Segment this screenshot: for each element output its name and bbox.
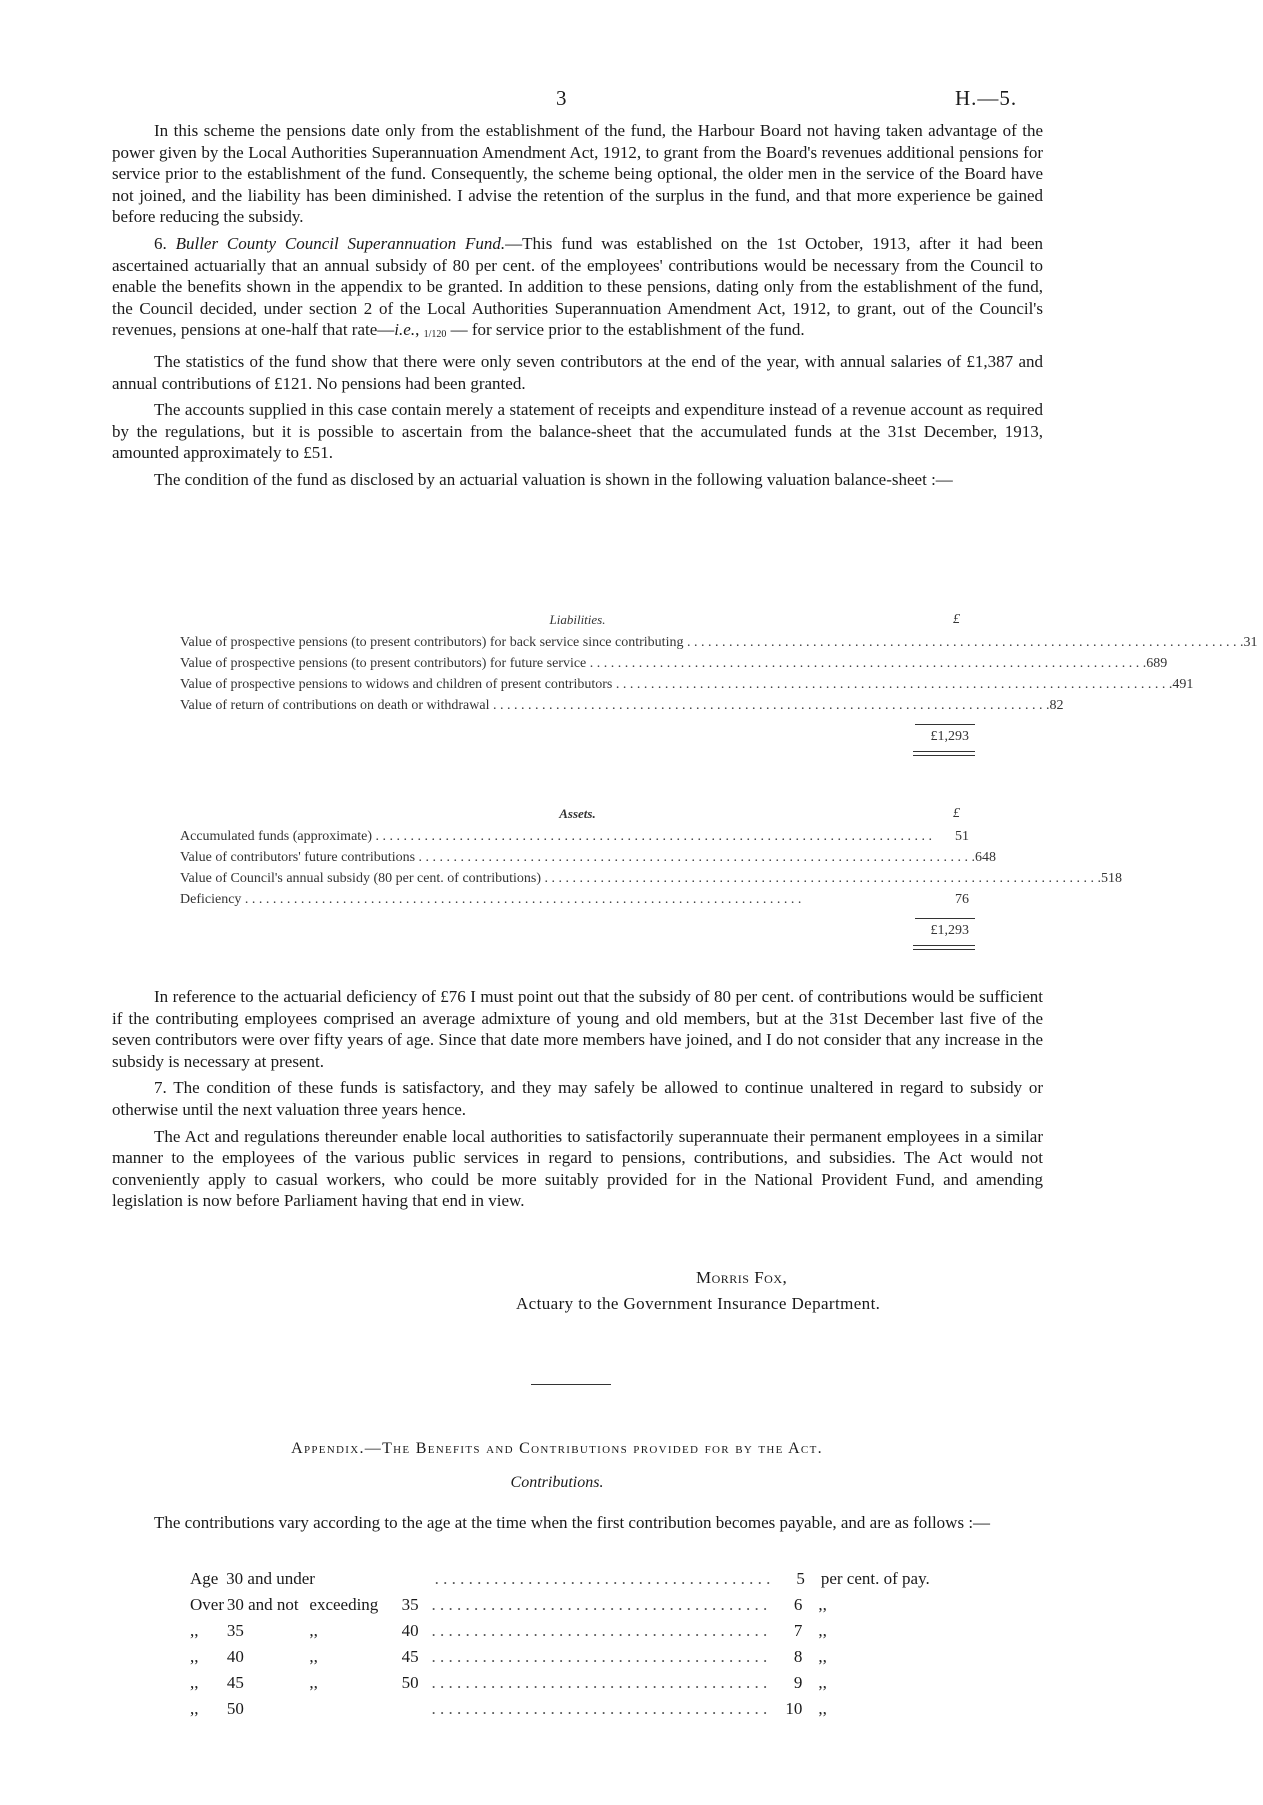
statistics-paragraph: The statistics of the fund show that there were only seven contributors at the end of the year, with annual salaries of £1,387 and annual contributions of £121. No pensions had been granted.: [112, 351, 1043, 393]
assets-row-label: Value of Council's annual subsidy (80 per cent. of contributions) . . . . . . . . . . . . . . . . . . . . . . . . . . . . . . . . . . . . . . . . . . . . . . . . . . . . . . . . . . . . . . . . . . . . . . . . . . . . . . . .: [180, 871, 1102, 886]
contribution-unit: ,,: [818, 1673, 827, 1692]
contribution-c4: 50: [401, 1673, 419, 1692]
liabilities-row-amount: 82: [1049, 698, 1064, 713]
contribution-c4: 45: [401, 1647, 419, 1666]
contribution-c4: 40: [401, 1621, 419, 1640]
contribution-c2: 45: [226, 1673, 244, 1692]
contribution-c1: ,,: [190, 1647, 199, 1666]
liabilities-row-label: Value of prospective pensions (to present contributors) for future service . . . . . . . . . . . . . . . . . . . . . . . . . . . . . . . . . . . . . . . . . . . . . . . . . . . . . . . . . . . . . . . . . . . . . . . . . . . . . . . .: [180, 656, 1147, 671]
liabilities-row-amount: 689: [1146, 656, 1168, 671]
contribution-unit: ,,: [818, 1595, 827, 1614]
assets-double-rule: [913, 945, 975, 950]
contribution-c1: ,,: [190, 1621, 199, 1640]
contribution-unit: ,,: [818, 1621, 827, 1640]
contribution-c1: Over: [190, 1595, 224, 1614]
contribution-c3: ,,: [309, 1621, 318, 1640]
assets-row-label: Accumulated funds (approximate) . . . . . . . . . . . . . . . . . . . . . . . . . . . . . . . . . . . . . . . . . . . . . . . . . . . . . . . . . . . . . . . . . . . . . . . . . . . . . . . .: [180, 829, 933, 844]
liabilities-row-label: Value of prospective pensions (to present contributors) for back service since contributing . . . . . . . . . . . . . . . . . . . . . . . . . . . . . . . . . . . . . . . . . . . . . . . . . . . . . . . . . . . . . . . . . . . . . . . . . . . . . . . .: [180, 635, 1244, 650]
liabilities-row: [180, 674, 1194, 695]
leader-dots: . . . . . . . . . . . . . . . . . . . . . . . . . . . . . . . . . . . . . . . .: [431, 1699, 768, 1718]
contribution-unit: ,,: [818, 1647, 827, 1666]
contribution-percent: 7: [793, 1621, 803, 1640]
assets-row-amount: 76: [955, 892, 969, 907]
contribution-percent: 5: [796, 1569, 805, 1588]
body-text-bottom: [112, 986, 1043, 1212]
contribution-unit: ,,: [818, 1699, 827, 1718]
contribution-c2: 30 and not: [226, 1595, 299, 1614]
leader-dots: . . . . . . . . . . . . . . . . . . . . . . . . . . . . . . . . . . . . . . . .: [431, 1621, 768, 1640]
appendix-body: [112, 1512, 1043, 1534]
section-divider: [531, 1384, 611, 1385]
contribution-c3: ,,: [309, 1673, 318, 1692]
contribution-row: [190, 1592, 950, 1618]
assets-row-amount: 51: [955, 829, 969, 844]
assets-row-label: Value of contributors' future contributions . . . . . . . . . . . . . . . . . . . . . . . . . . . . . . . . . . . . . . . . . . . . . . . . . . . . . . . . . . . . . . . . . . . . . . . . . . . . . . . .: [180, 850, 976, 865]
contribution-row: [190, 1618, 950, 1644]
liabilities-rows: [180, 632, 1258, 716]
signature-title: Actuary to the Government Insurance Department.: [516, 1294, 881, 1313]
condition-paragraph: The condition of the fund as disclosed by an actuarial valuation is shown in the following valuation balance-sheet :—: [154, 469, 953, 489]
deficiency-paragraph: In reference to the actuarial deficiency of £76 I must point out that the subsidy of 80 per cent. of contributions would be sufficient if the contributing employees comprised an average admixture of young and old members, but at the 31st December last five of the seven contributors were over fifty years of age. Since that date more members have joined, and I do not consider that any increase in the subsidy is necessary at present.: [112, 987, 1043, 1071]
contribution-c4: [405, 1566, 434, 1592]
liabilities-row-amount: 31: [1243, 635, 1258, 650]
contribution-c3: [309, 1696, 401, 1722]
page-number: 3: [556, 86, 567, 110]
assets-heading: [180, 806, 975, 822]
leader-dots: . . . . . . . . . . . . . . . . . . . . . . . . . . . . . . . . . . . . . . . .: [431, 1595, 768, 1614]
contribution-percent: 6: [793, 1595, 803, 1614]
appendix-intro: The contributions vary according to the age at the time when the first contribution becomes payable, and are as follows :—: [154, 1513, 991, 1532]
assets-currency: £: [953, 806, 960, 821]
assets-rows: [180, 826, 1123, 910]
contribution-c2: 35: [226, 1621, 244, 1640]
assets-row-amount: 518: [1101, 871, 1123, 886]
leader-dots: . . . . . . . . . . . . . . . . . . . . . . . . . . . . . . . . . . . . . . . .: [431, 1673, 768, 1692]
section-6-title: Buller County Council Superannuation Fund.: [175, 233, 506, 253]
liabilities-double-rule: [913, 751, 975, 756]
contribution-percent: 8: [793, 1647, 803, 1666]
liabilities-row: [180, 653, 1168, 674]
intro-paragraph: In this scheme the pensions date only from the establishment of the fund, the Harbour Board not having taken advantage of the power given by the Local Authorities Superannuation Amendment Act, 1912, to grant from the Board's revenues additional pensions for service prior to the establishment of the fund. Consequently, the scheme being optional, the older men in the service of the Board have not joined, and the liability has been diminished. I advise the retention of the surplus in the fund, and that more experience be gained before reducing the subsidy.: [112, 121, 1043, 227]
appendix-heading: Appendix.—The Benefits and Contributions provided for by the Act.: [291, 1440, 823, 1457]
contribution-c1: ,,: [190, 1699, 199, 1718]
liabilities-total: £1,293: [915, 724, 975, 745]
liabilities-row-label: Value of prospective pensions to widows and children of present contributors . . . . . . . . . . . . . . . . . . . . . . . . . . . . . . . . . . . . . . . . . . . . . . . . . . . . . . . . . . . . . . . . . . . . . . . . . . . . . . . .: [180, 677, 1173, 692]
liabilities-heading: [180, 612, 975, 628]
liabilities-row: [180, 695, 1064, 716]
section-6-text-b: — for service prior to the establishment of the fund.: [446, 320, 805, 340]
contribution-row: [190, 1644, 950, 1670]
body-text-top: [112, 120, 1043, 491]
contribution-c1: ,,: [190, 1673, 199, 1692]
liabilities-currency: £: [953, 612, 960, 627]
liabilities-row-amount: 491: [1172, 677, 1194, 692]
contribution-unit: per cent. of pay.: [820, 1569, 930, 1588]
contribution-percent: 9: [793, 1673, 803, 1692]
contribution-row: [190, 1670, 950, 1696]
assets-total-wrap: [180, 910, 975, 939]
assets-row: [180, 826, 975, 847]
contribution-c1: Age: [190, 1569, 219, 1588]
assets-row-label: Deficiency . . . . . . . . . . . . . . . . . . . . . . . . . . . . . . . . . . . . . . . . . . . . . . . . . . . . . . . . . . . . . . . . . . . . . . . . . . . . . . . .: [180, 892, 802, 907]
signature-name: Morris Fox,: [696, 1268, 788, 1287]
assets-table: [180, 806, 1123, 950]
accounts-paragraph: The accounts supplied in this case contain merely a statement of receipts and expenditure instead of a revenue account as required by the regulations, but it is possible to ascertain from the balance-sheet that the accumulated funds at the 31st December, 1913, amounted approximately to £51.: [112, 400, 1043, 463]
section-6-text-a: —This fund was established on the 1st October, 1913, after it had been ascertained actuarially that an annual subsidy of 80 per cent. of the employees' contributions would be necessary from the Council to enable the benefits shown in the appendix to be granted. In addition to these pensions, dating only from the establishment of the fund, the Council decided, under section 2 of the Local Authorities Superannuation Amendment Act, 1912, to grant, out of the Council's revenues, pensions at one-half that rate—: [112, 233, 1044, 340]
liabilities-row-label: Value of return of contributions on death or withdrawal . . . . . . . . . . . . . . . . . . . . . . . . . . . . . . . . . . . . . . . . . . . . . . . . . . . . . . . . . . . . . . . . . . . . . . . . . . . . . . . .: [180, 698, 1050, 713]
contribution-c2: 30 and under: [226, 1569, 315, 1588]
contribution-c2: 50: [226, 1699, 244, 1718]
assets-title: Assets.: [559, 806, 596, 821]
section-6-fraction: 1/120: [423, 329, 447, 341]
section-7-paragraph: 7. The condition of these funds is satisfactory, and they may safely be allowed to continue unaltered in regard to subsidy or otherwise until the next valuation three years hence.: [112, 1078, 1043, 1119]
appendix-subheading: Contributions.: [510, 1474, 604, 1491]
assets-row: [180, 868, 1123, 889]
assets-row: [180, 847, 997, 868]
assets-row: [180, 889, 975, 910]
act-paragraph: The Act and regulations thereunder enable local authorities to satisfactorily superannuate their permanent employees in a similar manner to the employees of the various public services in regard to pensions, contributions, and subsidies. The Act would not conveniently apply to casual workers, who could be more suitably provided for in the National Provident Fund, and amending legislation is now before Parliament having that end in view.: [112, 1126, 1043, 1211]
contribution-c4: [402, 1696, 432, 1722]
contribution-c3: ,,: [309, 1647, 318, 1666]
contribution-percent: 10: [785, 1699, 803, 1718]
assets-row-amount: 648: [975, 850, 997, 865]
contribution-c3: exceeding: [309, 1595, 379, 1614]
section-6-ie: i.e.: [394, 320, 416, 340]
section-6-number: 6.: [154, 233, 167, 253]
contribution-row: [190, 1696, 950, 1722]
liabilities-table: [180, 612, 1258, 756]
liabilities-title: Liabilities.: [549, 612, 606, 627]
contributions-table: [190, 1566, 950, 1722]
leader-dots: . . . . . . . . . . . . . . . . . . . . . . . . . . . . . . . . . . . . . . . .: [434, 1569, 771, 1588]
contribution-c2: 40: [226, 1647, 244, 1666]
leader-dots: . . . . . . . . . . . . . . . . . . . . . . . . . . . . . . . . . . . . . . . .: [431, 1647, 768, 1666]
liabilities-row: [180, 632, 1258, 653]
contribution-row: [190, 1566, 950, 1592]
assets-total: £1,293: [915, 918, 975, 939]
section-6-paragraph: 6. Buller County Council Superannuation Fund.—This fund was established on the 1st October, 1913, after it had been ascertained actuarially that an annual subsidy of 80 per cent. of the employees' contributions would be necessary from the Council to enable the benefits shown in the appendix to be granted. In addition to these pensions, dating only from the establishment of the fund, the Council decided, under section 2 of the Local Authorities Superannuation Amendment Act, 1912, to grant, out of the Council's revenues, pensions at one-half that rate—i.e., 1/120 — for service prior to the establishment of the fund.: [112, 233, 1044, 341]
contribution-c4: 35: [401, 1595, 419, 1614]
document-reference: H.—5.: [955, 86, 1018, 110]
liabilities-total-wrap: [180, 716, 975, 745]
contribution-c3: [315, 1566, 405, 1592]
